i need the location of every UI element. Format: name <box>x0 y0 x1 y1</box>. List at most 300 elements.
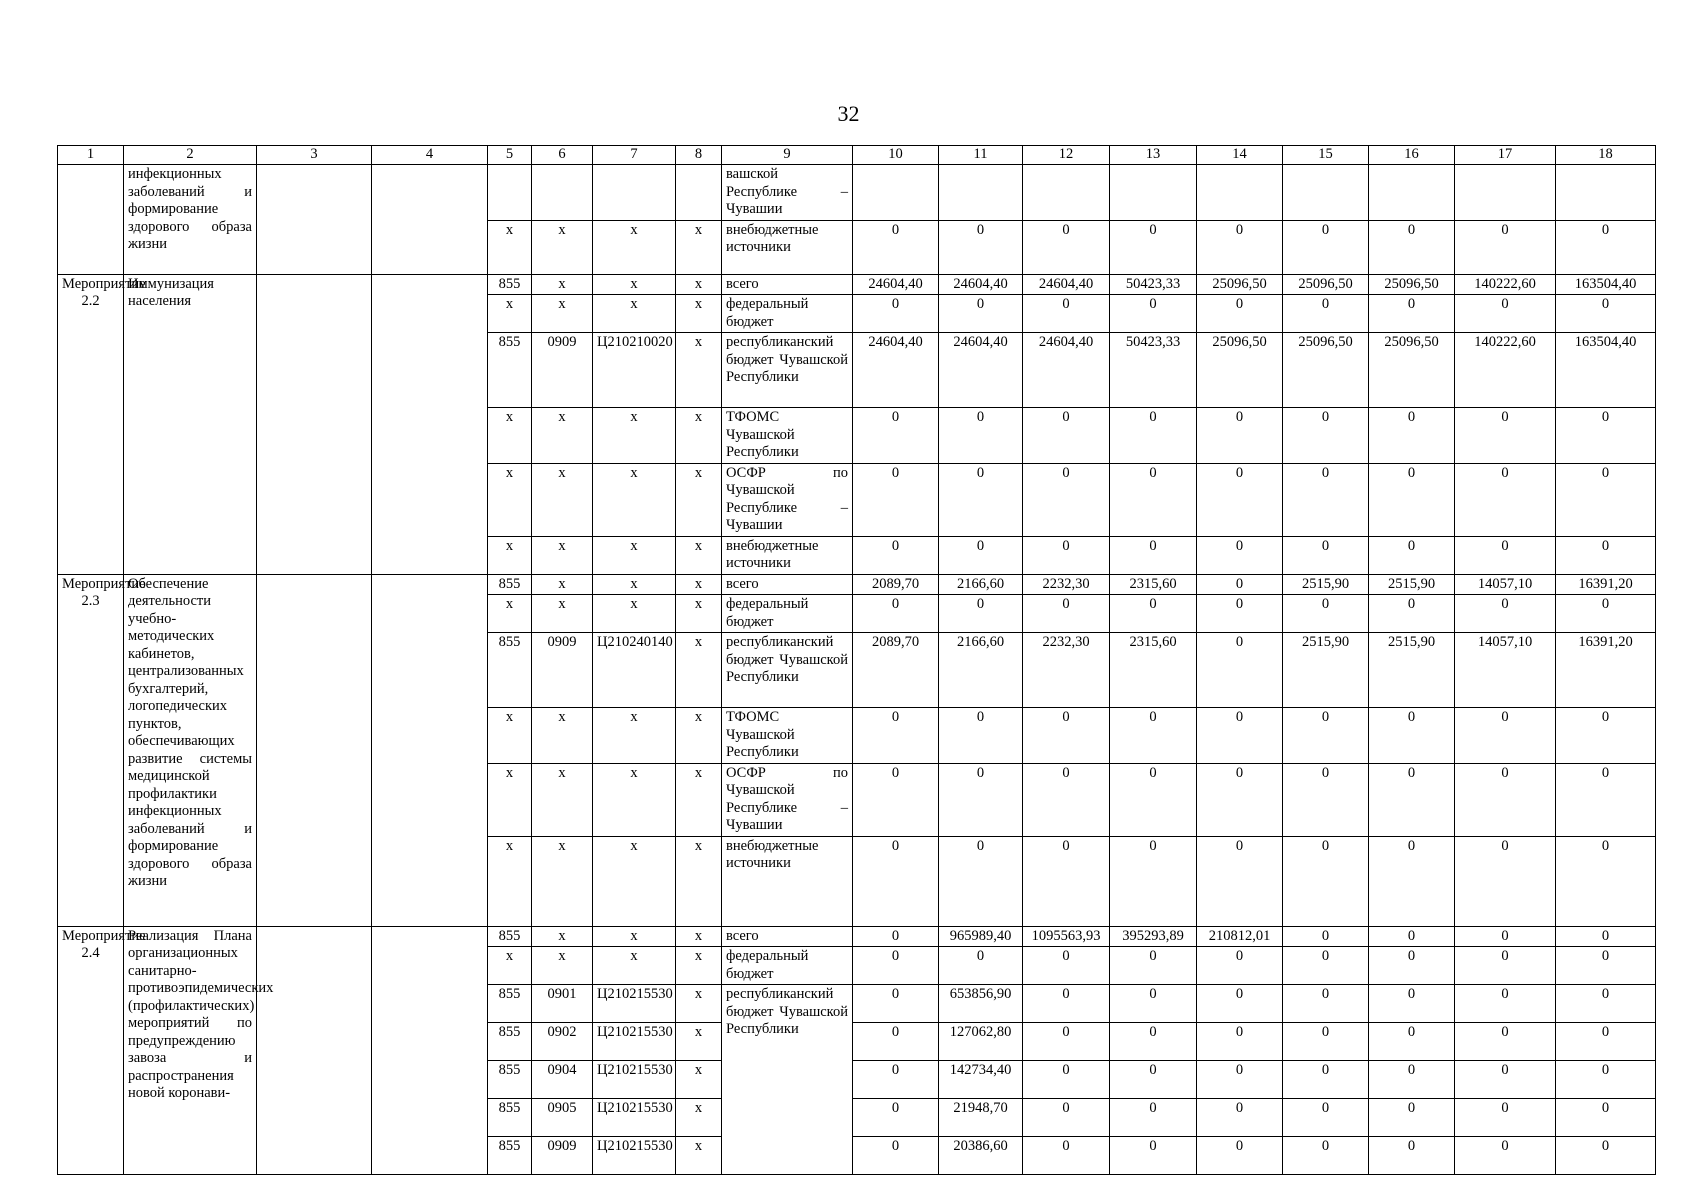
value-col10 <box>853 165 939 221</box>
value-col11: 0 <box>939 536 1023 574</box>
value-col17: 140222,60 <box>1455 333 1556 408</box>
col7-cell: x <box>593 536 676 574</box>
value-col14: 0 <box>1197 220 1283 274</box>
value-col12: 24604,40 <box>1023 274 1110 295</box>
value-col17: 0 <box>1455 220 1556 274</box>
value-col17: 14057,10 <box>1455 574 1556 595</box>
value-col14: 0 <box>1197 947 1283 985</box>
value-col11: 127062,80 <box>939 1023 1023 1061</box>
header-row <box>58 146 1656 165</box>
value-col18: 0 <box>1556 408 1656 464</box>
activity-name-continued: инфекционных заболеваний и формирование здорового образа жизни <box>124 165 257 275</box>
col8-cell: x <box>676 333 722 408</box>
funding-source: внебюджетные источники <box>722 836 853 926</box>
value-col16: 0 <box>1369 947 1455 985</box>
value-col11: 142734,40 <box>939 1061 1023 1099</box>
value-col16: 0 <box>1369 408 1455 464</box>
value-col12: 0 <box>1023 295 1110 333</box>
value-col12: 0 <box>1023 220 1110 274</box>
value-col13: 0 <box>1110 985 1197 1023</box>
col8-cell: x <box>676 926 722 947</box>
value-col16: 0 <box>1369 220 1455 274</box>
value-col14: 0 <box>1197 633 1283 708</box>
value-col18: 0 <box>1556 1061 1656 1099</box>
col5-cell: 855 <box>488 1061 532 1099</box>
value-col12: 0 <box>1023 595 1110 633</box>
value-col13 <box>1110 165 1197 221</box>
value-col15 <box>1283 165 1369 221</box>
header-col-18: 18 <box>1556 146 1656 165</box>
col4-cell <box>372 926 488 1175</box>
value-col15: 0 <box>1283 536 1369 574</box>
col7-cell: x <box>593 274 676 295</box>
col7-cell: x <box>593 220 676 274</box>
value-col17: 0 <box>1455 947 1556 985</box>
col8-cell: x <box>676 1137 722 1175</box>
col5-cell: 855 <box>488 633 532 708</box>
budget-table <box>57 145 1656 1175</box>
value-col17: 0 <box>1455 1099 1556 1137</box>
value-col14: 0 <box>1197 595 1283 633</box>
col6-cell: 0909 <box>532 333 593 408</box>
value-col17 <box>1455 165 1556 221</box>
value-col18: 0 <box>1556 836 1656 926</box>
funding-source: внебюджетные источники <box>722 220 853 274</box>
header-col-3: 3 <box>257 146 372 165</box>
value-col18: 0 <box>1556 463 1656 536</box>
header-col-6: 6 <box>532 146 593 165</box>
value-col16: 25096,50 <box>1369 274 1455 295</box>
value-col15: 0 <box>1283 1023 1369 1061</box>
value-col17: 0 <box>1455 836 1556 926</box>
funding-source: ОСФР по Чувашской Республике – Чувашии <box>722 763 853 836</box>
value-col11: 20386,60 <box>939 1137 1023 1175</box>
col8-cell: x <box>676 295 722 333</box>
col8-cell: x <box>676 1023 722 1061</box>
value-col12: 0 <box>1023 985 1110 1023</box>
col7-cell: Ц210215530 <box>593 1137 676 1175</box>
col8-cell: x <box>676 633 722 708</box>
col7-cell: x <box>593 708 676 764</box>
value-col16: 0 <box>1369 763 1455 836</box>
value-col16: 0 <box>1369 926 1455 947</box>
value-col15: 25096,50 <box>1283 333 1369 408</box>
funding-source: ОСФР по Чувашской Республике – Чувашии <box>722 463 853 536</box>
value-col14: 210812,01 <box>1197 926 1283 947</box>
col8-cell <box>676 165 722 221</box>
col8-cell: x <box>676 1061 722 1099</box>
value-col10: 0 <box>853 408 939 464</box>
value-col10: 0 <box>853 1137 939 1175</box>
value-col13: 50423,33 <box>1110 274 1197 295</box>
value-col14: 0 <box>1197 1137 1283 1175</box>
value-col14: 0 <box>1197 536 1283 574</box>
value-col14: 0 <box>1197 836 1283 926</box>
value-col15: 0 <box>1283 763 1369 836</box>
value-col16: 25096,50 <box>1369 333 1455 408</box>
value-col11: 0 <box>939 220 1023 274</box>
value-col17: 0 <box>1455 926 1556 947</box>
funding-source: республиканский бюджет Чувашской Республики <box>722 633 853 708</box>
col8-cell: x <box>676 274 722 295</box>
header-col-2: 2 <box>124 146 257 165</box>
activity-2-2-label: Мероприятие 2.2 <box>58 274 124 574</box>
value-col17: 0 <box>1455 295 1556 333</box>
col3-cell <box>257 926 372 1175</box>
funding-source: ТФОМС Чувашской Республики <box>722 408 853 464</box>
activity-2-2-row <box>58 274 1656 295</box>
col7-cell: Ц210240140 <box>593 633 676 708</box>
value-col13: 0 <box>1110 763 1197 836</box>
value-col16: 0 <box>1369 1137 1455 1175</box>
value-col18: 0 <box>1556 295 1656 333</box>
col3-cell <box>257 165 372 275</box>
value-col10: 0 <box>853 1099 939 1137</box>
col6-cell: x <box>532 708 593 764</box>
value-col12: 0 <box>1023 708 1110 764</box>
value-col18: 16391,20 <box>1556 633 1656 708</box>
value-col14: 0 <box>1197 1099 1283 1137</box>
col5-cell: x <box>488 536 532 574</box>
col7-cell: Ц210215530 <box>593 1061 676 1099</box>
value-col16: 0 <box>1369 836 1455 926</box>
value-col13: 0 <box>1110 1061 1197 1099</box>
funding-source: всего <box>722 926 853 947</box>
col5-cell: x <box>488 947 532 985</box>
value-col12 <box>1023 165 1110 221</box>
col8-cell: x <box>676 463 722 536</box>
col8-cell: x <box>676 574 722 595</box>
value-col15: 0 <box>1283 985 1369 1023</box>
col8-cell: x <box>676 708 722 764</box>
value-col18: 0 <box>1556 1137 1656 1175</box>
value-col18: 0 <box>1556 595 1656 633</box>
col7-cell: Ц210215530 <box>593 985 676 1023</box>
funding-source: вашской Республике – Чувашии <box>722 165 853 221</box>
col7-cell: x <box>593 763 676 836</box>
col6-cell: 0902 <box>532 1023 593 1061</box>
value-col13: 0 <box>1110 536 1197 574</box>
value-col18 <box>1556 165 1656 221</box>
value-col18: 0 <box>1556 763 1656 836</box>
header-col-12: 12 <box>1023 146 1110 165</box>
col5-cell: 855 <box>488 1023 532 1061</box>
header-col-8: 8 <box>676 146 722 165</box>
col5-cell: x <box>488 463 532 536</box>
header-col-5: 5 <box>488 146 532 165</box>
value-col15: 0 <box>1283 220 1369 274</box>
value-col10: 0 <box>853 595 939 633</box>
col6-cell: x <box>532 463 593 536</box>
value-col12: 2232,30 <box>1023 633 1110 708</box>
value-col17: 0 <box>1455 536 1556 574</box>
col8-cell: x <box>676 763 722 836</box>
value-col15: 0 <box>1283 1061 1369 1099</box>
value-col18: 0 <box>1556 536 1656 574</box>
value-col13: 395293,89 <box>1110 926 1197 947</box>
activity-2-3-name: Обеспечение деятельности учебно-методических кабинетов, централизованных бухгалтерий, логопедических пунктов, обеспечивающих развитие системы медицинской профилактики инфекционных заболеваний и формирование здорового образа жизни <box>124 574 257 926</box>
funding-source: федеральный бюджет <box>722 595 853 633</box>
value-col13: 0 <box>1110 595 1197 633</box>
value-col10: 0 <box>853 1023 939 1061</box>
col6-cell: x <box>532 536 593 574</box>
value-col12: 2232,30 <box>1023 574 1110 595</box>
col6-cell: x <box>532 763 593 836</box>
value-col17: 0 <box>1455 408 1556 464</box>
col7-cell: x <box>593 574 676 595</box>
col7-cell: x <box>593 836 676 926</box>
value-col17: 0 <box>1455 763 1556 836</box>
col5-cell: 855 <box>488 1099 532 1137</box>
value-col17: 0 <box>1455 1023 1556 1061</box>
header-col-11: 11 <box>939 146 1023 165</box>
value-col17: 0 <box>1455 1061 1556 1099</box>
value-col11: 0 <box>939 295 1023 333</box>
value-col11: 0 <box>939 763 1023 836</box>
value-col14: 0 <box>1197 408 1283 464</box>
col8-cell: x <box>676 947 722 985</box>
col7-cell: x <box>593 408 676 464</box>
col6-cell: x <box>532 947 593 985</box>
value-col13: 2315,60 <box>1110 633 1197 708</box>
col3-cell <box>257 574 372 926</box>
value-col11: 2166,60 <box>939 633 1023 708</box>
col6-cell: 0904 <box>532 1061 593 1099</box>
value-col16: 2515,90 <box>1369 574 1455 595</box>
header-col-16: 16 <box>1369 146 1455 165</box>
value-col11: 0 <box>939 463 1023 536</box>
col7-cell: Ц210215530 <box>593 1099 676 1137</box>
col7-cell: x <box>593 926 676 947</box>
value-col16: 2515,90 <box>1369 633 1455 708</box>
col7-cell: x <box>593 463 676 536</box>
funding-source: федеральный бюджет <box>722 947 853 985</box>
col8-cell: x <box>676 220 722 274</box>
value-col14: 0 <box>1197 1023 1283 1061</box>
value-col13: 0 <box>1110 947 1197 985</box>
value-col11: 2166,60 <box>939 574 1023 595</box>
col8-cell: x <box>676 836 722 926</box>
value-col11: 0 <box>939 408 1023 464</box>
col6-cell: x <box>532 408 593 464</box>
value-col14: 0 <box>1197 985 1283 1023</box>
col8-cell: x <box>676 595 722 633</box>
activity-2-4-row <box>58 926 1656 947</box>
value-col18: 0 <box>1556 220 1656 274</box>
col6-cell: x <box>532 274 593 295</box>
value-col15: 0 <box>1283 595 1369 633</box>
col7-cell: x <box>593 947 676 985</box>
col7-cell: Ц210215530 <box>593 1023 676 1061</box>
value-col13: 0 <box>1110 708 1197 764</box>
funding-source: республиканский бюджет Чувашской Республики <box>722 333 853 408</box>
value-col10: 0 <box>853 763 939 836</box>
funding-source: федеральный бюджет <box>722 295 853 333</box>
value-col12: 0 <box>1023 1137 1110 1175</box>
value-col10: 0 <box>853 947 939 985</box>
value-col17: 0 <box>1455 985 1556 1023</box>
col6-cell: x <box>532 574 593 595</box>
funding-source: республиканский бюджет Чувашской Республики <box>722 985 853 1175</box>
value-col12: 0 <box>1023 408 1110 464</box>
col6-cell: x <box>532 926 593 947</box>
value-col12: 0 <box>1023 836 1110 926</box>
value-col16: 0 <box>1369 295 1455 333</box>
col5-cell: 855 <box>488 574 532 595</box>
value-col11: 24604,40 <box>939 333 1023 408</box>
col6-cell: 0909 <box>532 1137 593 1175</box>
value-col12: 0 <box>1023 1023 1110 1061</box>
value-col17: 0 <box>1455 595 1556 633</box>
value-col12: 0 <box>1023 763 1110 836</box>
value-col10: 0 <box>853 836 939 926</box>
col5-cell: x <box>488 408 532 464</box>
value-col13: 0 <box>1110 463 1197 536</box>
value-col12: 0 <box>1023 1061 1110 1099</box>
value-col10: 0 <box>853 220 939 274</box>
value-col10: 24604,40 <box>853 274 939 295</box>
header-col-14: 14 <box>1197 146 1283 165</box>
value-col16: 0 <box>1369 708 1455 764</box>
value-col16 <box>1369 165 1455 221</box>
value-col14: 25096,50 <box>1197 274 1283 295</box>
value-col14: 0 <box>1197 295 1283 333</box>
value-col15: 2515,90 <box>1283 574 1369 595</box>
col6-cell: x <box>532 595 593 633</box>
table-row <box>58 165 1656 221</box>
value-col15: 0 <box>1283 463 1369 536</box>
col5-cell: x <box>488 295 532 333</box>
value-col12: 0 <box>1023 463 1110 536</box>
value-col15: 0 <box>1283 836 1369 926</box>
col3-cell <box>257 274 372 574</box>
value-col14: 0 <box>1197 763 1283 836</box>
col7-cell <box>593 165 676 221</box>
value-col18: 0 <box>1556 708 1656 764</box>
value-col18: 163504,40 <box>1556 274 1656 295</box>
col4-cell <box>372 574 488 926</box>
value-col16: 0 <box>1369 536 1455 574</box>
activity-2-4-label: Мероприятие 2.4 <box>58 926 124 1175</box>
col5-cell: x <box>488 708 532 764</box>
value-col16: 0 <box>1369 1023 1455 1061</box>
value-col10: 0 <box>853 985 939 1023</box>
col5-cell: 855 <box>488 274 532 295</box>
header-col-10: 10 <box>853 146 939 165</box>
value-col15: 0 <box>1283 408 1369 464</box>
value-col13: 0 <box>1110 408 1197 464</box>
col5-cell: 855 <box>488 985 532 1023</box>
value-col18: 0 <box>1556 947 1656 985</box>
value-col13: 0 <box>1110 220 1197 274</box>
col5-cell: 855 <box>488 1137 532 1175</box>
col7-cell: Ц210210020 <box>593 333 676 408</box>
col6-cell: x <box>532 220 593 274</box>
value-col11: 0 <box>939 836 1023 926</box>
value-col13: 0 <box>1110 1023 1197 1061</box>
value-col16: 0 <box>1369 595 1455 633</box>
activity-2-3-row <box>58 574 1656 595</box>
col6-cell: x <box>532 836 593 926</box>
col5-cell: x <box>488 220 532 274</box>
value-col18: 0 <box>1556 1099 1656 1137</box>
value-col13: 2315,60 <box>1110 574 1197 595</box>
header-col-13: 13 <box>1110 146 1197 165</box>
value-col16: 0 <box>1369 985 1455 1023</box>
value-col12: 1095563,93 <box>1023 926 1110 947</box>
col6-cell <box>532 165 593 221</box>
value-col18: 163504,40 <box>1556 333 1656 408</box>
value-col10: 0 <box>853 463 939 536</box>
col8-cell: x <box>676 985 722 1023</box>
value-col10: 2089,70 <box>853 574 939 595</box>
funding-source: внебюджетные источники <box>722 536 853 574</box>
value-col13: 0 <box>1110 1099 1197 1137</box>
funding-source: ТФОМС Чувашской Республики <box>722 708 853 764</box>
value-col10: 0 <box>853 708 939 764</box>
activity-label-empty <box>58 165 124 275</box>
col4-cell <box>372 274 488 574</box>
header-col-17: 17 <box>1455 146 1556 165</box>
value-col17: 0 <box>1455 1137 1556 1175</box>
col7-cell: x <box>593 295 676 333</box>
value-col12: 0 <box>1023 536 1110 574</box>
value-col11: 21948,70 <box>939 1099 1023 1137</box>
value-col15: 0 <box>1283 708 1369 764</box>
col7-cell: x <box>593 595 676 633</box>
value-col13: 0 <box>1110 836 1197 926</box>
col5-cell: x <box>488 836 532 926</box>
col4-cell <box>372 165 488 275</box>
value-col14: 0 <box>1197 463 1283 536</box>
value-col12: 0 <box>1023 1099 1110 1137</box>
value-col15: 0 <box>1283 295 1369 333</box>
value-col13: 0 <box>1110 295 1197 333</box>
value-col11: 653856,90 <box>939 985 1023 1023</box>
value-col17: 140222,60 <box>1455 274 1556 295</box>
col6-cell: x <box>532 295 593 333</box>
header-col-9: 9 <box>722 146 853 165</box>
value-col11: 0 <box>939 708 1023 764</box>
col5-cell <box>488 165 532 221</box>
value-col15: 0 <box>1283 947 1369 985</box>
value-col15: 0 <box>1283 926 1369 947</box>
col8-cell: x <box>676 536 722 574</box>
value-col10: 2089,70 <box>853 633 939 708</box>
col8-cell: x <box>676 1099 722 1137</box>
value-col15: 0 <box>1283 1099 1369 1137</box>
value-col11: 0 <box>939 947 1023 985</box>
col6-cell: 0901 <box>532 985 593 1023</box>
funding-source: всего <box>722 274 853 295</box>
value-col12: 0 <box>1023 947 1110 985</box>
value-col12: 24604,40 <box>1023 333 1110 408</box>
value-col16: 0 <box>1369 1061 1455 1099</box>
col6-cell: 0905 <box>532 1099 593 1137</box>
value-col16: 0 <box>1369 463 1455 536</box>
value-col15: 2515,90 <box>1283 633 1369 708</box>
header-col-4: 4 <box>372 146 488 165</box>
value-col10: 0 <box>853 295 939 333</box>
value-col10: 0 <box>853 1061 939 1099</box>
col6-cell: 0909 <box>532 633 593 708</box>
value-col15: 0 <box>1283 1137 1369 1175</box>
col5-cell: x <box>488 595 532 633</box>
value-col11: 24604,40 <box>939 274 1023 295</box>
activity-2-2-name: Иммунизация населения <box>124 274 257 574</box>
activity-2-3-label: Мероприятие 2.3 <box>58 574 124 926</box>
value-col14 <box>1197 165 1283 221</box>
